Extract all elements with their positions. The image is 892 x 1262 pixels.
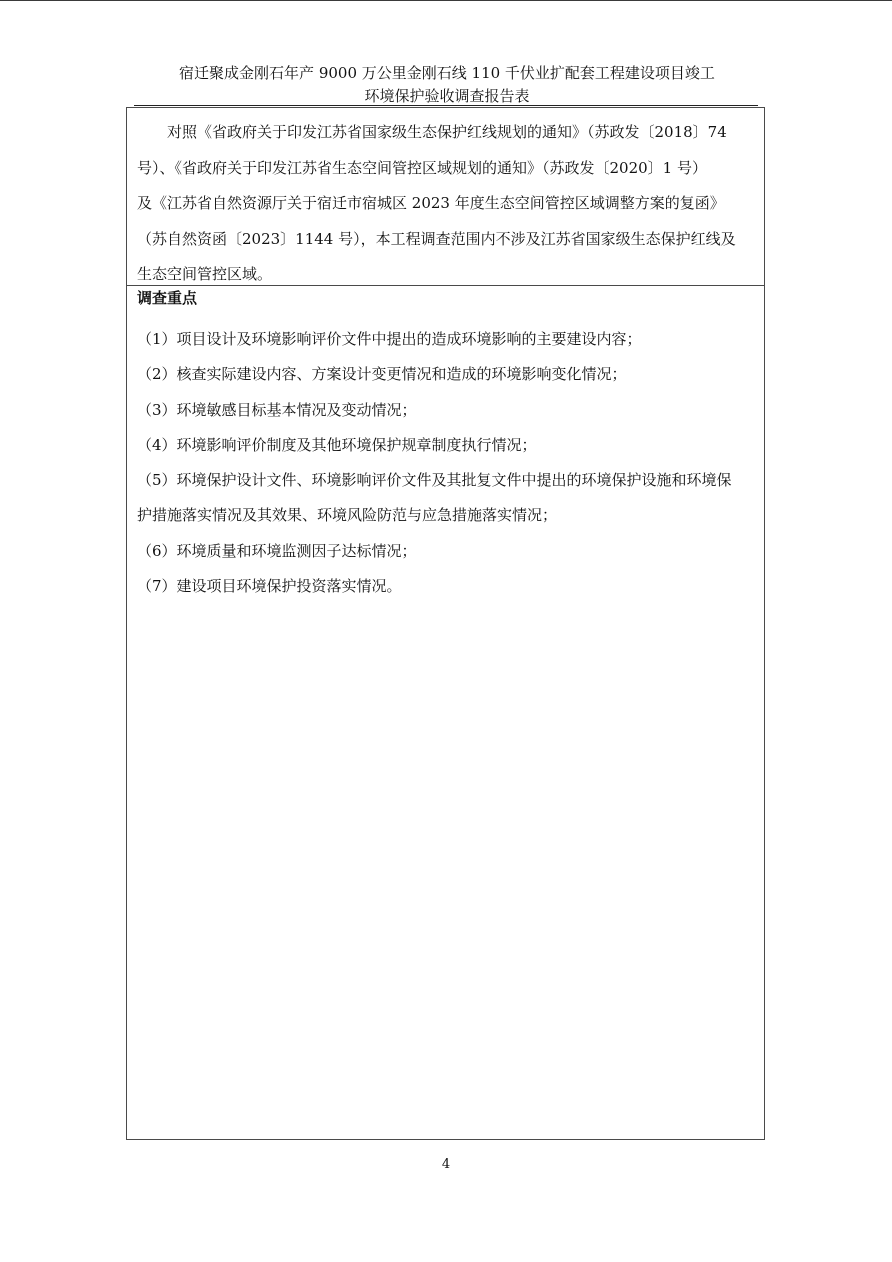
report-table bbox=[126, 107, 765, 1140]
intro-line: 号）、《省政府关于印发江苏省生态空间管控区域规划的通知》（苏政发〔2020〕1 号） bbox=[137, 158, 707, 177]
list-item: （5）环境保护设计文件、环境影响评价文件及其批复文件中提出的环境保护设施和环境保 bbox=[137, 471, 732, 490]
header-title-line-2: 环境保护验收调查报告表 bbox=[364, 87, 530, 105]
list-item: （7）建设项目环境保护投资落实情况。 bbox=[137, 577, 402, 596]
page-number: 4 bbox=[441, 1157, 451, 1172]
header-underline bbox=[134, 105, 758, 106]
list-item: （2）核查实际建设内容、方案设计变更情况和造成的环境影响变化情况； bbox=[137, 365, 627, 384]
list-item: （1）项目设计及环境影响评价文件中提出的造成环境影响的主要建设内容； bbox=[137, 330, 642, 348]
list-item: （6）环境质量和环境监测因子达标情况； bbox=[137, 541, 417, 560]
intro-line: （苏自然资函〔2023〕1144 号），本工程调查范围内不涉及江苏省国家级生态保护红线及 bbox=[137, 229, 736, 248]
list-item: （4）环境影响评价制度及其他环境保护规章制度执行情况； bbox=[137, 435, 537, 454]
intro-line: 对照《省政府关于印发江苏省国家级生态保护红线规划的通知》（苏政发〔2018〕74 bbox=[137, 123, 727, 141]
header-title-line-1: 宿迁聚成金刚石年产 9000 万公里金刚石线 110 千伏业扩配套工程建设项目竣工 bbox=[179, 64, 715, 82]
intro-line: 生态空间管控区域。 bbox=[137, 265, 273, 283]
list-item: 护措施落实情况及其效果、环境风险防范与应急措施落实情况； bbox=[137, 506, 558, 525]
section-title: 调查重点 bbox=[137, 289, 198, 307]
investigation-focus-list bbox=[137, 322, 759, 604]
intro-line: 及《江苏省自然资源厅关于宿迁市宿城区 2023 年度生态空间管控区域调整方案的复函》 bbox=[137, 194, 725, 212]
table-row-divider bbox=[127, 285, 764, 286]
intro-paragraph bbox=[137, 115, 757, 293]
page-top-rule bbox=[0, 0, 892, 1]
document-header bbox=[136, 62, 758, 108]
list-item: （3）环境敏感目标基本情况及变动情况； bbox=[137, 400, 417, 419]
